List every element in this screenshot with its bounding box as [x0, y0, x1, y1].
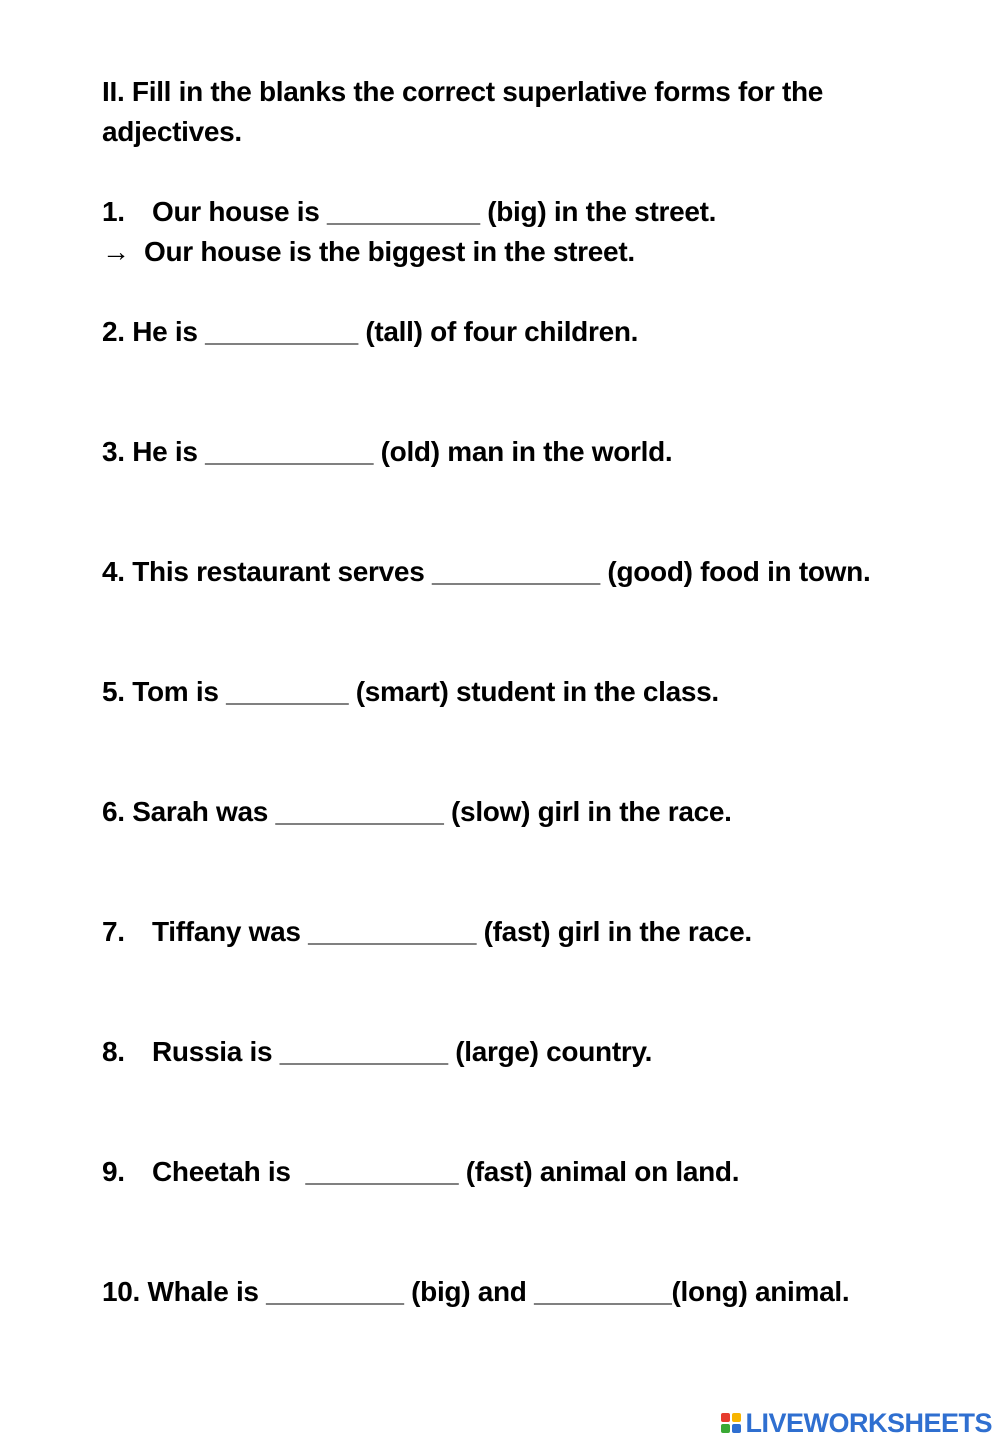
- logo-text: LIVEWORKSHEETS: [745, 1408, 992, 1438]
- question-text: Tom is ________ (smart) student in the class.: [132, 676, 719, 707]
- logo-blocks-icon: [721, 1413, 741, 1433]
- question-number: 6.: [102, 796, 125, 827]
- question-text: Russia is ___________ (large) country.: [152, 1036, 653, 1067]
- question-text: He is ___________ (old) man in the world.: [132, 436, 673, 467]
- question-number: 2.: [102, 316, 125, 347]
- question-text: Sarah was ___________ (slow) girl in the race.: [132, 796, 732, 827]
- question-9: [102, 1152, 739, 1192]
- arrow-icon: →: [102, 236, 130, 267]
- question-number: 3.: [102, 436, 125, 467]
- question-text: He is __________ (tall) of four children.: [132, 316, 639, 347]
- question-number: 8.: [102, 1036, 125, 1067]
- question-3: [102, 432, 672, 472]
- question-text: Cheetah is __________ (fast) animal on land.: [152, 1156, 740, 1187]
- question-text: This restaurant serves ___________ (good) food in town.: [132, 556, 871, 587]
- example-question: [102, 192, 716, 232]
- instructions-line-1: II. Fill in the blanks the correct superlative forms for the: [102, 76, 824, 107]
- question-number: 4.: [102, 556, 125, 587]
- question-number: 9.: [102, 1156, 125, 1187]
- question-10: [102, 1272, 849, 1312]
- question-text: Our house is __________ (big) in the street.: [152, 196, 717, 227]
- question-4: [102, 552, 870, 592]
- question-number: 5.: [102, 676, 125, 707]
- instructions-line-2: adjectives.: [102, 116, 242, 147]
- question-8: [102, 1032, 652, 1072]
- question-7: [102, 912, 752, 952]
- example-answer: [102, 232, 635, 272]
- answer-text: Our house is the biggest in the street.: [144, 236, 635, 267]
- question-6: [102, 792, 732, 832]
- question-2: [102, 312, 638, 352]
- question-5: [102, 672, 719, 712]
- question-text: Tiffany was ___________ (fast) girl in the race.: [152, 916, 752, 947]
- question-number: 7.: [102, 916, 125, 947]
- liveworksheets-logo: [721, 1407, 992, 1439]
- question-number: 1.: [102, 196, 125, 227]
- question-text: Whale is _________ (big) and _________(long) animal.: [147, 1276, 850, 1307]
- question-number: 10.: [102, 1276, 141, 1307]
